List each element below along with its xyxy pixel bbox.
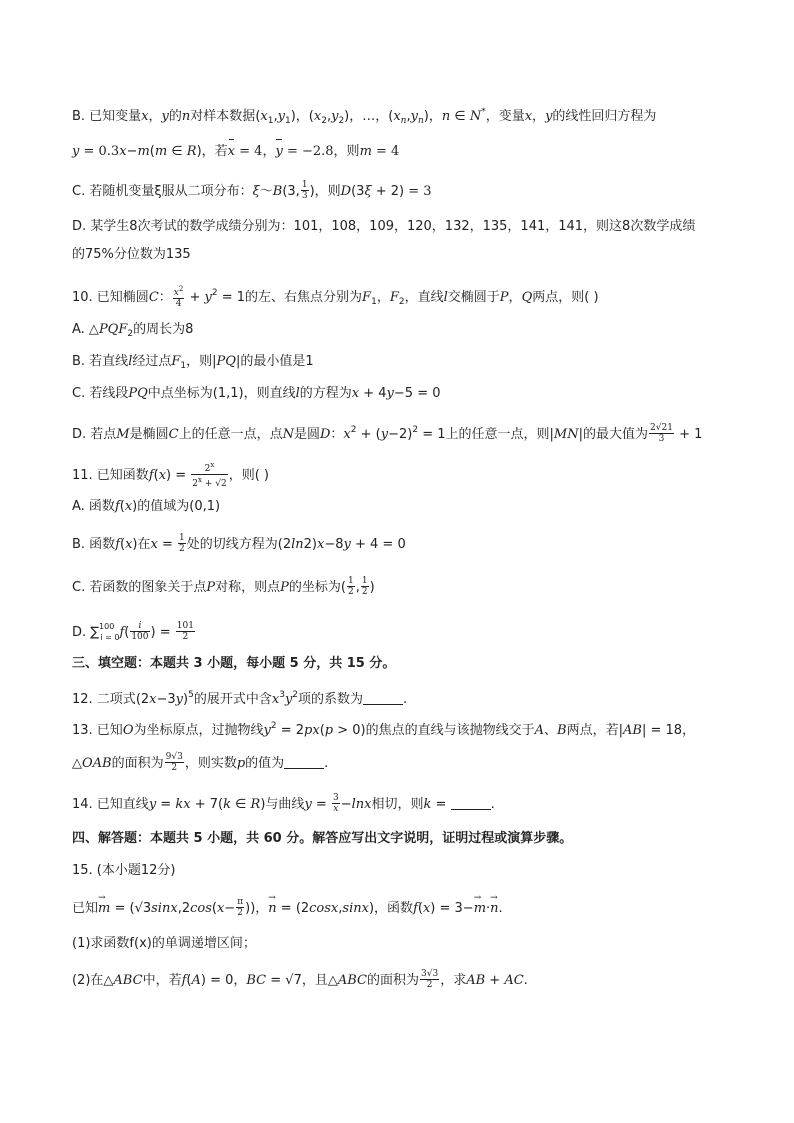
text: 对称，则点 (215, 580, 281, 595)
text: 相切，则 (371, 797, 424, 812)
text: 的最小值是1 (240, 354, 314, 369)
q14: 14. 已知直线y = kx + 7(k ∈ R)与曲线y = $\frac{3}{x}$ −lnx相切，则k = . (72, 793, 495, 814)
q11-option-a: A. 函数f(x)的值域为(0,1) (72, 499, 221, 514)
text: 上的任意一点，则 (445, 427, 550, 442)
text: 的坐标为 (288, 580, 341, 595)
text: D. (72, 625, 91, 640)
text: (2)在△ (72, 973, 114, 988)
text: C. 若函数的图象关于点 (72, 580, 207, 595)
text: 对样本数据 (190, 109, 256, 124)
q10-option-d: D. 若点M是椭圆C上的任意一点，点N是圆D：$x^2 + (y-2)^2 = 1$上的任意一点，则|MN|的最大值为 $\frac{2√21}{3}$ + 1 (72, 423, 703, 444)
text: 12. 二项式 (72, 692, 136, 707)
text: ，变量 (485, 109, 525, 124)
text: 交椭圆于 (447, 290, 500, 305)
q15-stem: 已知→ m = (√3sinx,2cos(x− $\frac{\pi}{2}$ ))，→ n = (2cosx,sinx)，函数f(x) = 3−→ m·→ n. (72, 898, 503, 919)
text: ，则 (314, 184, 341, 199)
section-3-heading: 三、填空题：本题共 3 小题，每小题 5 分，共 15 分。 (72, 656, 396, 671)
text: 两点，则( ) (532, 290, 599, 305)
text: 的焦点的直线与该抛物线交于 (365, 723, 535, 738)
text: 中，若 (142, 973, 182, 988)
q12: 12. 二项式$(2x-3y)^5$的展开式中含$x^3y^2$项的系数为 . (72, 690, 408, 707)
q9-option-c: C. 若随机变量ξ服从二项分布：ξ～B(3, $\frac{1}{3}$ )，则D(3ξ + 2) = 3 (72, 180, 432, 201)
text: ，求 (440, 973, 467, 988)
text: B. 已知变量 (72, 109, 142, 124)
text: 11. 已知函数 (72, 468, 149, 483)
q13: 13. 已知O为坐标原点，过抛物线$y^2 = 2px(p > 0)$的焦点的直线与该抛物线交于A、B两点，若|AB| = 18， (72, 721, 696, 738)
text: 在 (137, 537, 151, 552)
text: B. 函数 (72, 537, 116, 552)
text: 的展开式中含 (193, 692, 272, 707)
text: 的值为 (245, 756, 285, 771)
q13-cont: △OAB的面积为 $\frac{9√3}{2}$ ，则实数p的值为 . (72, 752, 329, 773)
text: C. 若随机变量ξ服从二项分布： (72, 184, 253, 199)
text: 的 (168, 109, 182, 124)
text: A. △ (72, 322, 99, 337)
text: 与曲线 (265, 797, 305, 812)
text: 的方程为 (299, 386, 352, 401)
text: ，函数 (374, 901, 414, 916)
q9-option-d-cont: 的75%分位数为135 (72, 247, 191, 262)
text: 已知 (72, 901, 99, 916)
text: 项的系数为 (298, 692, 364, 707)
q10-stem: 10. 已知椭圆C： $\frac{x^2}{4}$ + $y^2 = 1$的左、右焦点分别为$F_1$，$F_2$，直线l交椭圆于P，Q两点，则( ) (72, 285, 599, 309)
q10-option-c: C. 若线段PQ中点坐标为(1,1)，则直线l的方程为x + 4y−5 = 0 (72, 386, 441, 401)
text: 中点坐标为(1,1)，则直线 (147, 386, 296, 401)
text: 是圆 (293, 427, 320, 442)
q9-option-b: B. 已知变量x，y的n对样本数据$(x_1,y_1)$，$(x_2,y_2)$，…，$(x_n,y_n)$，n ∈ N*，变量x，y的线性回归方程为 (72, 107, 657, 126)
answer-blank[interactable] (284, 756, 324, 769)
q11-option-c: C. 若函数的图象关于点P对称，则点P的坐标为( $\frac{1}{2}$ , $\frac{1}{2}$ ) (72, 576, 375, 597)
q11-option-d: D. ∑$^{100}_{i = 0}$f( $\frac{i}{100}$ ) = $\frac{101}{2}$ (72, 621, 194, 642)
text: 14. 已知直线 (72, 797, 149, 812)
text: 的左、右焦点分别为 (245, 290, 363, 305)
text: D. 若点 (72, 427, 117, 442)
text: ，直线 (404, 290, 444, 305)
text: 的面积为 (366, 973, 419, 988)
q9-option-d: D. 某学生8次考试的数学成绩分别为：101，108，109，120，132，135，141，141，则这8次数学成绩 (72, 219, 696, 234)
q15-part1: (1)求函数f(x)的单调递增区间； (72, 936, 256, 951)
text: ，则 (186, 354, 213, 369)
text: A. 函数 (72, 499, 115, 514)
text: 且△ (314, 973, 338, 988)
answer-blank[interactable] (451, 797, 491, 810)
text: 经过点 (132, 354, 172, 369)
text: 上的任意一点，点 (178, 427, 283, 442)
text: ，若 (201, 144, 228, 159)
q15-part2: (2)在△ABC中，若f(A) = 0，BC = √7，且△ABC的面积为 $\frac{3√3}{2}$ ，求AB + AC. (72, 969, 528, 990)
text: ，则( ) (228, 468, 269, 483)
text: 13. 已知 (72, 723, 123, 738)
text: 为坐标原点，过抛物线 (133, 723, 264, 738)
text: 则 (346, 144, 360, 159)
text: 的周长为8 (133, 322, 194, 337)
text: 的线性回归方程为 (552, 109, 657, 124)
text: 的面积为 (111, 756, 164, 771)
section-4-heading: 四、解答题：本题共 5 小题，共 60 分。解答应写出文字说明，证明过程或演算步骤。 (72, 831, 573, 846)
text: 10. 已知椭圆 (72, 290, 149, 305)
text: 是椭圆 (129, 427, 169, 442)
text: 的最大值为 (583, 427, 649, 442)
text: ，则实数 (184, 756, 237, 771)
q11-option-b: B. 函数f(x)在x = $\frac{1}{2}$ 处的切线方程为(2ln2)x−8y + 4 = 0 (72, 533, 406, 554)
text: 两点，若 (566, 723, 619, 738)
text: B. 若直线 (72, 354, 129, 369)
text: 的值域为(0,1) (137, 499, 221, 514)
answer-blank[interactable] (363, 692, 403, 705)
q15-title: 15. (本小题12分) (72, 863, 176, 878)
q10-option-a: A. $\triangle PQF_2$的周长为8 (72, 322, 194, 339)
text: 处的切线方程为 (186, 537, 278, 552)
text: C. 若线段 (72, 386, 129, 401)
q10-option-b: B. 若直线l经过点$F_1$，则|PQ|的最小值是1 (72, 354, 314, 371)
q11-stem: 11. 已知函数f(x) = $\frac{2^x}{2^x + √2}$ ，则( ) (72, 461, 269, 489)
q9-option-b-cont: y = 0.3x−m(m ∈ R)，若x = 4，y = −2.8，则m = 4 (72, 144, 400, 159)
